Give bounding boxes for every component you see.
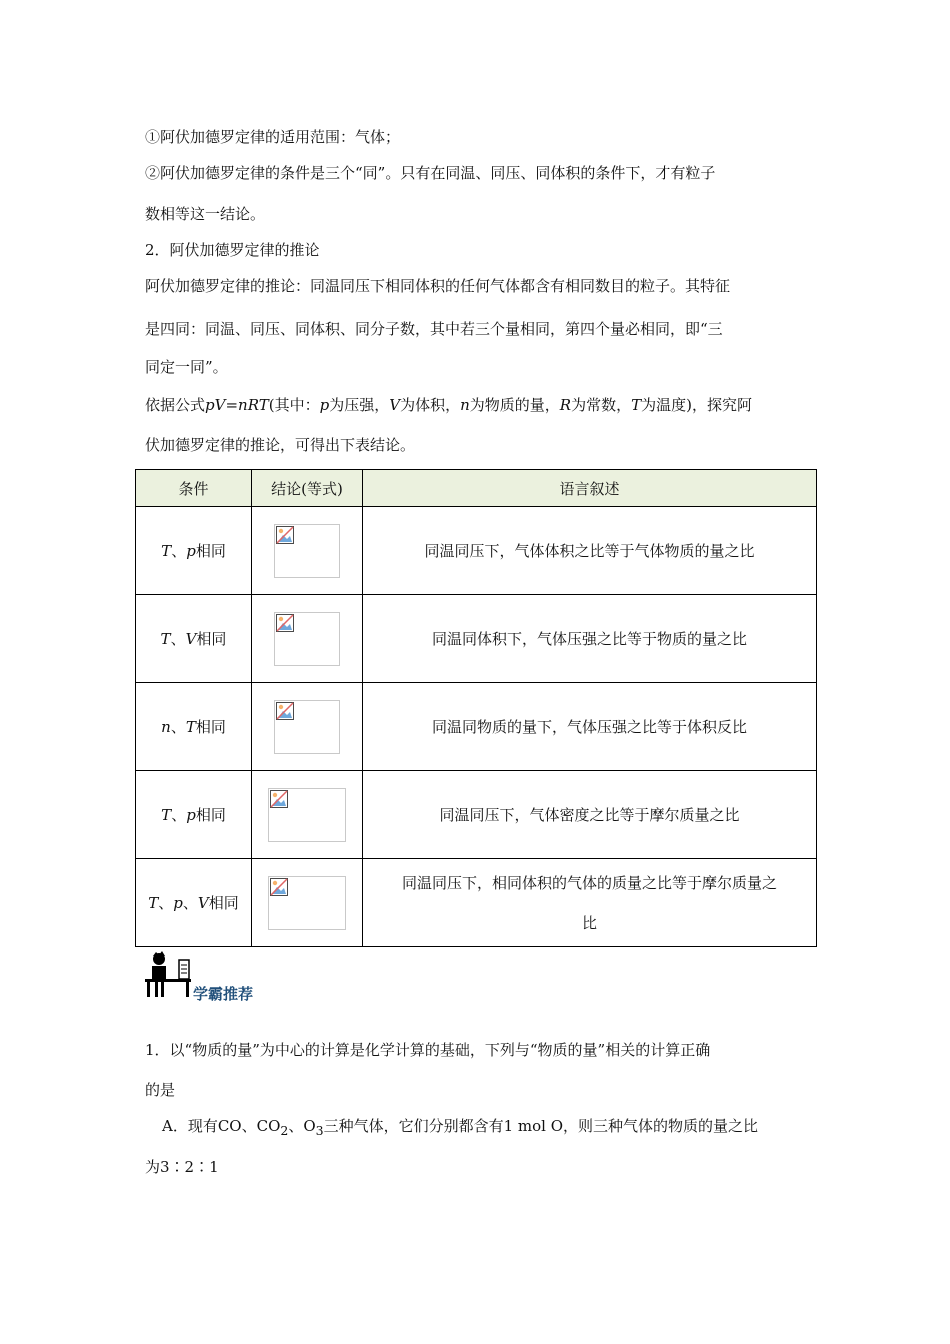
option-a-text: 、O xyxy=(288,1117,316,1135)
condition-suffix: 相同 xyxy=(195,718,226,736)
table-header-statement: 语言叙述 xyxy=(363,470,817,507)
condition-var: T xyxy=(161,542,172,560)
table-header-row xyxy=(136,470,817,507)
statement-text: 同温同体积下，气体压强之比等于物质的量之比 xyxy=(431,629,747,648)
inference-table xyxy=(135,469,817,947)
statement-cell xyxy=(363,507,817,595)
broken-image-icon xyxy=(274,524,340,578)
formula-open: (其中： xyxy=(268,396,320,414)
condition-sep: 、 xyxy=(171,542,187,560)
section-2-para-line-3: 同定一同”。 xyxy=(145,358,228,376)
question-1-option-a-line-2: 为3∶2∶1 xyxy=(145,1158,219,1176)
condition-sep: 、 xyxy=(171,806,187,824)
condition-suffix: 相同 xyxy=(195,806,226,824)
table-row xyxy=(136,595,817,683)
study-recommend-label: 学霸推荐 xyxy=(193,985,254,1003)
equation-cell xyxy=(252,771,363,859)
desc-r: 为常数， xyxy=(571,396,632,414)
var-t: T xyxy=(631,396,642,414)
section-2-heading: 2．阿伏加德罗定律的推论 xyxy=(145,241,320,259)
condition-suffix: 相同 xyxy=(195,542,226,560)
condition-cell xyxy=(136,859,252,947)
formula-nrt: nRT xyxy=(238,396,269,414)
var-n: n xyxy=(460,396,470,414)
question-1-option-a xyxy=(162,1116,758,1141)
condition-var: T xyxy=(185,718,196,736)
condition-var: V xyxy=(185,630,197,648)
option-a-text: A．现有CO、CO xyxy=(162,1117,281,1135)
intro-line-1: ①阿伏加德罗定律的适用范围：气体； xyxy=(145,128,401,146)
formula-prefix: 依据公式 xyxy=(145,396,206,414)
condition-sep: 、 xyxy=(170,630,186,648)
condition-cell xyxy=(136,507,252,595)
intro-line-2: ②阿伏加德罗定律的条件是三个“同”。只有在同温、同压、同体积的条件下，才有粒子 xyxy=(145,164,716,182)
table-row xyxy=(136,683,817,771)
subscript: 3 xyxy=(315,1123,324,1138)
statement-text: 同温同压下，气体密度之比等于摩尔质量之比 xyxy=(439,805,740,824)
statement-cell xyxy=(363,595,817,683)
table-header-condition: 条件 xyxy=(136,470,252,507)
condition-cell xyxy=(136,595,252,683)
table-header-conclusion: 结论(等式) xyxy=(252,470,363,507)
condition-cell xyxy=(136,771,252,859)
condition-var: p xyxy=(173,894,183,912)
broken-image-icon xyxy=(274,700,340,754)
condition-sep: 、 xyxy=(158,894,174,912)
question-1-line-1: 1．以“物质的量”为中心的计算是化学计算的基础，下列与“物质的量”相关的计算正确 xyxy=(145,1041,711,1059)
condition-sep: 、 xyxy=(170,718,186,736)
var-r: R xyxy=(559,396,572,414)
statement-text: 比 xyxy=(581,913,597,932)
broken-image-icon xyxy=(268,788,346,842)
table-row xyxy=(136,507,817,595)
table-row xyxy=(136,859,817,947)
formula-equals: = xyxy=(225,396,239,414)
condition-var: p xyxy=(186,542,196,560)
condition-var: T xyxy=(161,806,172,824)
formula-line xyxy=(145,395,752,415)
condition-var: T xyxy=(160,630,171,648)
condition-sep: 、 xyxy=(182,894,198,912)
desc-p: 为压强， xyxy=(329,396,390,414)
question-1-line-2: 的是 xyxy=(145,1081,176,1099)
equation-cell xyxy=(252,683,363,771)
option-a-text: 三种气体，它们分别都含有1 mol O，则三种气体的物质的量之比 xyxy=(323,1117,759,1135)
equation-cell xyxy=(252,595,363,683)
var-v: V xyxy=(389,396,401,414)
condition-var: p xyxy=(186,806,196,824)
student-at-desk-icon xyxy=(143,950,195,1002)
subscript: 2 xyxy=(280,1123,289,1138)
desc-n: 为物质的量， xyxy=(469,396,560,414)
broken-image-icon xyxy=(268,876,346,930)
condition-cell xyxy=(136,683,252,771)
equation-cell xyxy=(252,507,363,595)
statement-text: 同温同物质的量下，气体压强之比等于体积反比 xyxy=(431,717,747,736)
condition-var: T xyxy=(148,894,159,912)
condition-suffix: 相同 xyxy=(208,894,239,912)
statement-text: 同温同压下，相同体积的气体的质量之比等于摩尔质量之 xyxy=(401,873,777,892)
intro-line-3: 数相等这一结论。 xyxy=(145,205,266,223)
section-2-para-line-2: 是四同：同温、同压、同体积、同分子数，其中若三个量相同，第四个量必相同，即“三 xyxy=(145,320,723,338)
broken-image-icon xyxy=(274,612,340,666)
condition-var: n xyxy=(161,718,171,736)
formula-line-2: 伏加德罗定律的推论，可得出下表结论。 xyxy=(145,436,416,454)
condition-suffix: 相同 xyxy=(196,630,227,648)
equation-cell xyxy=(252,859,363,947)
desc-t: 为温度)，探究阿 xyxy=(641,396,752,414)
var-p: p xyxy=(319,396,330,414)
desc-v: 为体积， xyxy=(400,396,461,414)
statement-cell xyxy=(363,683,817,771)
condition-var: V xyxy=(197,894,209,912)
formula-pv: pV xyxy=(205,396,226,414)
table-row xyxy=(136,771,817,859)
section-2-para-line-1: 阿伏加德罗定律的推论：同温同压下相同体积的任何气体都含有相同数目的粒子。其特征 xyxy=(145,277,731,295)
statement-cell xyxy=(363,771,817,859)
statement-text: 同温同压下，气体体积之比等于气体物质的量之比 xyxy=(424,541,755,560)
statement-cell xyxy=(363,859,817,947)
